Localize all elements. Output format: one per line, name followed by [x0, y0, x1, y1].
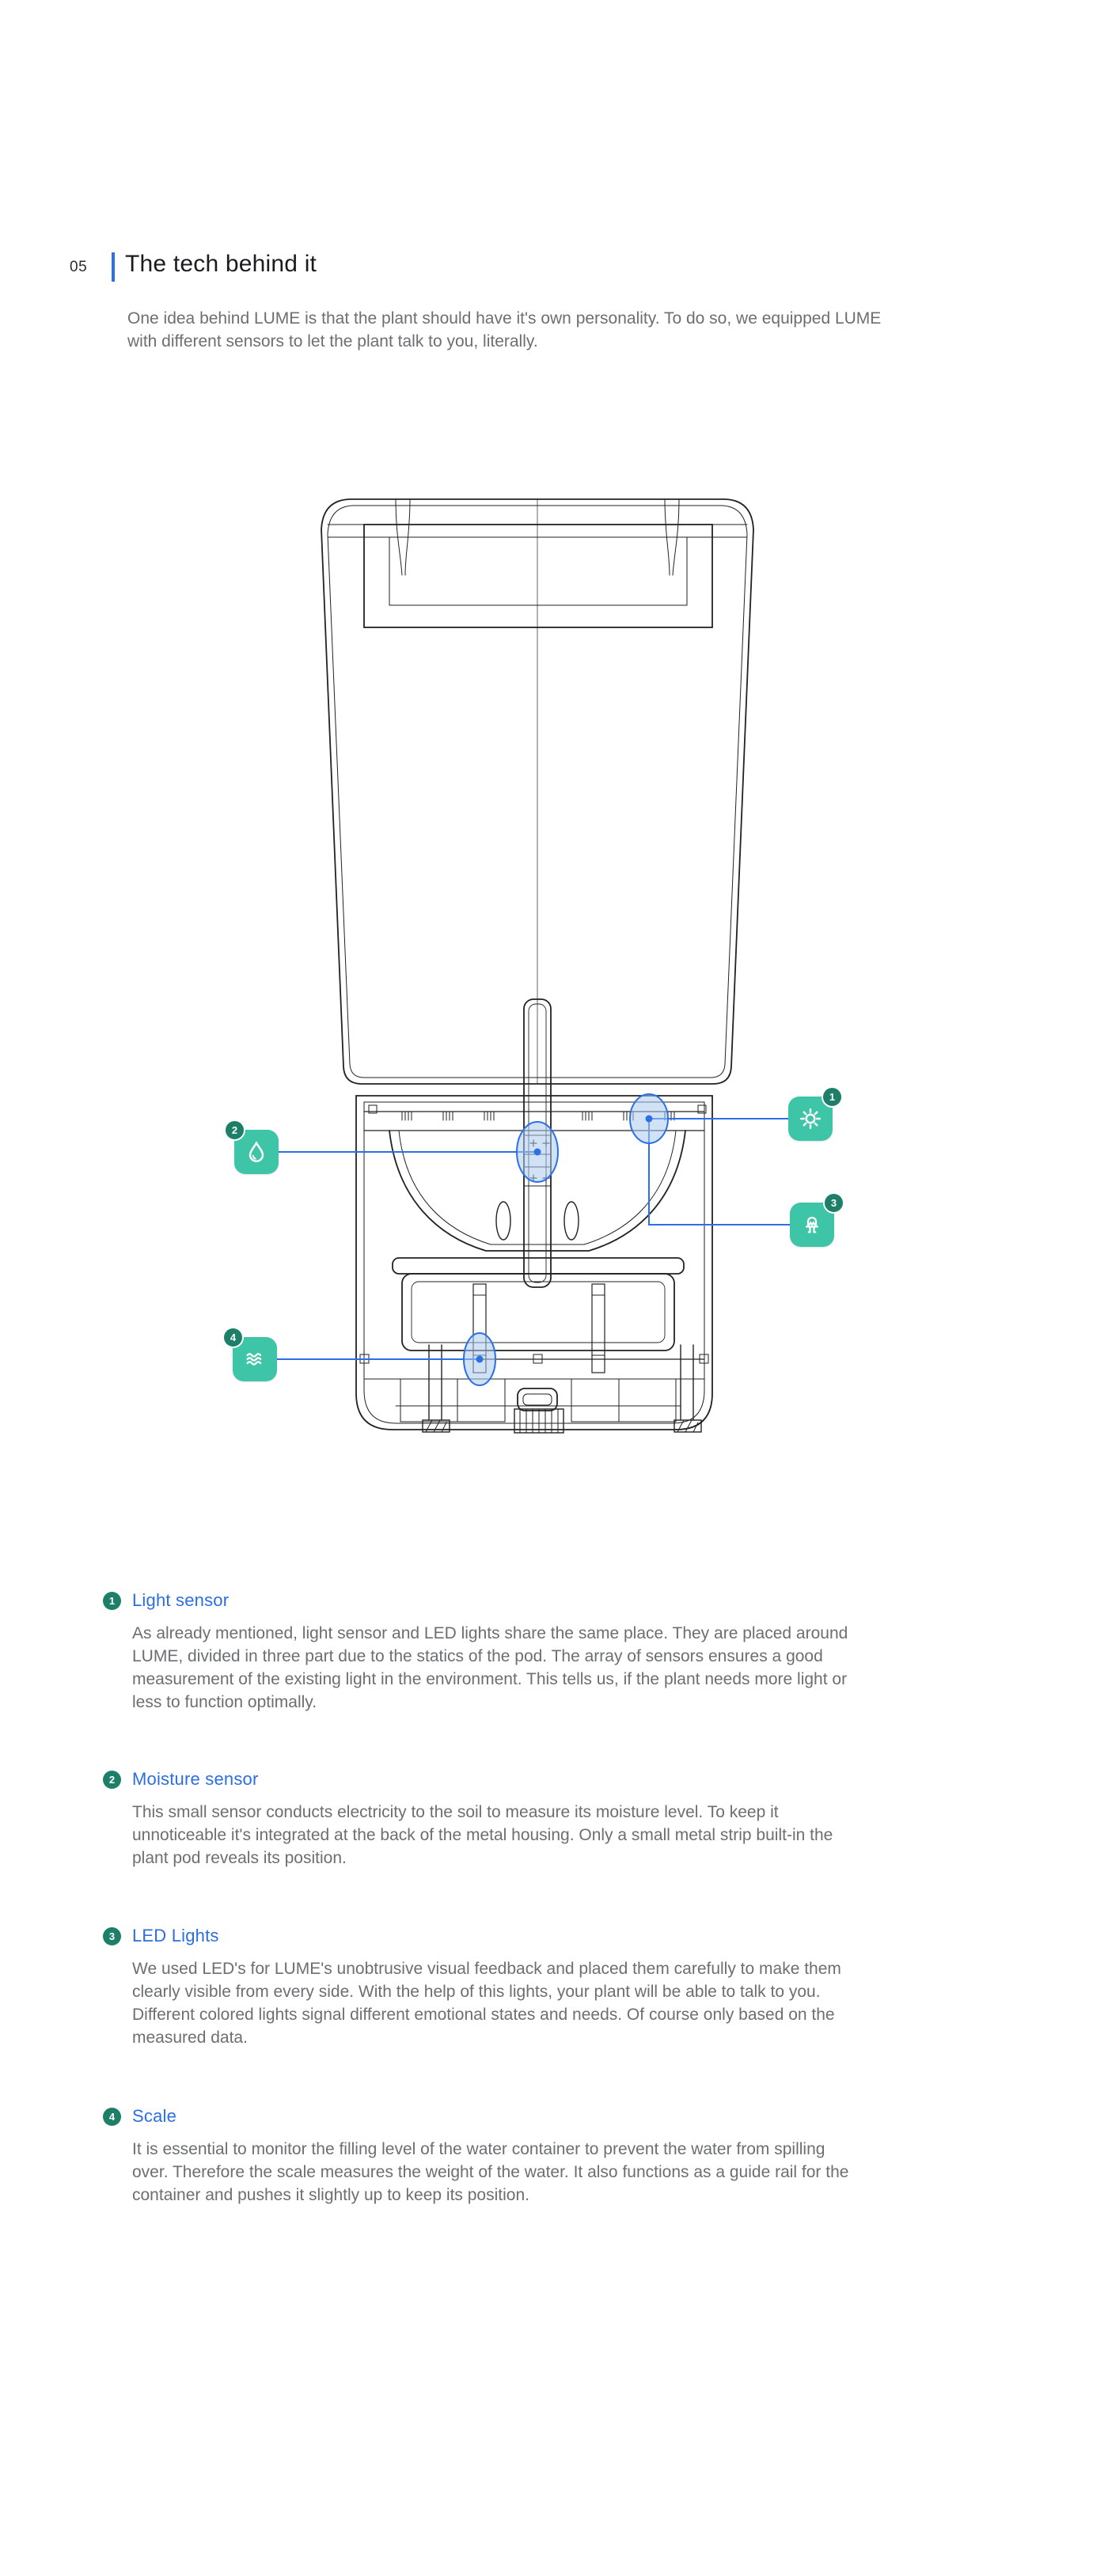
section-body: We used LED's for LUME's unobtrusive visual feedback and placed them carefully to make them clearly visible from every side. With the help of this lights, your plant will be able to talk to you. Different colored lights signal different emotional states and needs. Of course only based on the measured data.: [132, 1960, 841, 2047]
light-sensor-icon: [799, 1107, 822, 1131]
callout-chip-moisture-sensor: [231, 1124, 279, 1174]
led-diode-icon: [800, 1213, 824, 1237]
scale-waves-icon: [243, 1347, 267, 1371]
moisture-drop-icon: [245, 1140, 268, 1164]
callout-chip-led-lights: [790, 1197, 837, 1247]
section-body: It is essential to monitor the filling level of the water container to prevent the water from spilling over. Therefore the scale measures the weight of the water. It also functions as a guide rail for the container and pushes it slightly up to keep its position.: [132, 2140, 849, 2204]
section-led-lights: [103, 1926, 863, 2049]
callout-number-badge: 3: [823, 1192, 844, 1214]
section-body: This small sensor conducts electricity to the soil to measure its moisture level. To keep it unnoticeable it's integrated at the back of the metal housing. Only a small metal strip built-in the plant pod reveals its position.: [132, 1803, 833, 1867]
pod-line-drawing: [206, 487, 871, 1444]
intro-paragraph: One idea behind LUME is that the plant should have it's own personality. To do so, we equipped LUME with different sensors to let the plant talk to you, literally.: [127, 309, 882, 350]
section-number-badge: 1: [103, 1592, 121, 1610]
section-title: Scale: [132, 2106, 177, 2126]
callout-chip-scale: [230, 1332, 277, 1381]
section-scale: [103, 2106, 863, 2207]
section-number-badge: 4: [103, 2108, 121, 2126]
section-title: Moisture sensor: [132, 1769, 259, 1789]
section-light-sensor: [103, 1590, 863, 1714]
callout-chip-light-sensor: [788, 1091, 836, 1141]
title-accent-bar: [112, 252, 115, 282]
section-number-badge: 3: [103, 1927, 121, 1945]
section-number-badge: 2: [103, 1771, 121, 1789]
section-body: As already mentioned, light sensor and LED lights share the same place. They are placed around LUME, divided in three part due to the statics of the pod. The array of sensors ensures a good measurement of the existing light in the environment. This tells us, if the plant needs more light or less to function optimally.: [132, 1624, 848, 1711]
section-title: LED Lights: [132, 1926, 219, 1945]
section-title: Light sensor: [132, 1590, 230, 1610]
callout-number-badge: 1: [822, 1086, 843, 1108]
page-title: The tech behind it: [125, 251, 317, 277]
section-moisture-sensor: [103, 1769, 863, 1869]
callout-number-badge: 4: [222, 1327, 244, 1348]
callout-number-badge: 2: [224, 1119, 245, 1141]
page-number: 05: [70, 259, 88, 275]
